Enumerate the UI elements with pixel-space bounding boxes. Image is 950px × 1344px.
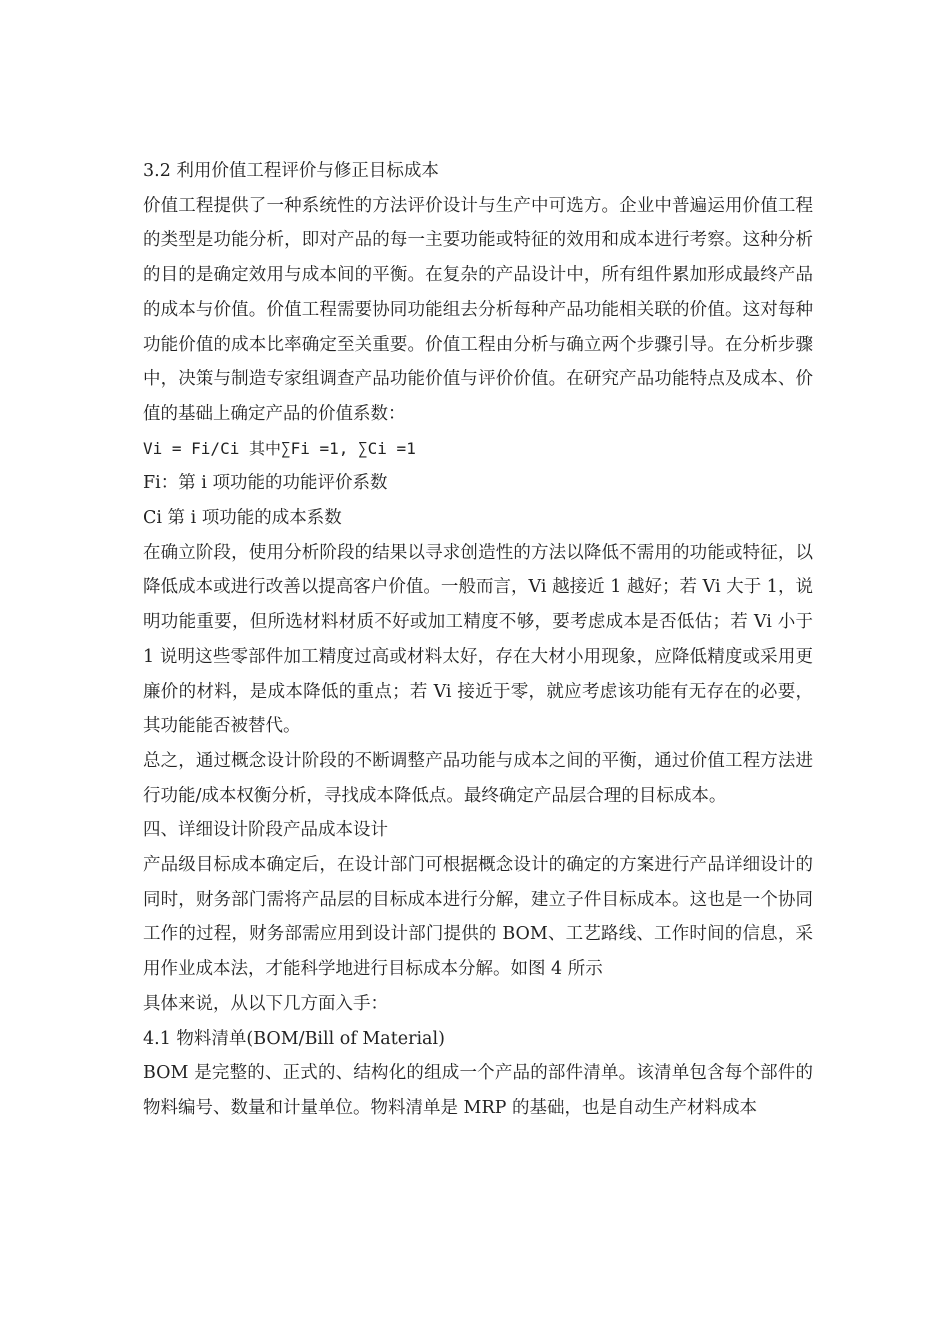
paragraph-establish-phase: 在确立阶段，使用分析阶段的结果以寻求创造性的方法以降低不需用的功能或特征，以降低成本或进行改善以提高客户价值。一般而言，Vi 越接近 1 越好；若 Vi 大于 1，说明功能重要，但所选材料材质不好或加工精度不够，要考虑成本是否低估；若 Vi 小于 1 说明这些零部件加工精度过高或材料太好，存在大材小用现象，应降低精度或采用更廉价的材料，是成本降低的重点；若 Vi 接近于零，就应考虑该功能有无存在的必要，其功能能否被替代。 (143, 542, 813, 737)
definition-fi: Fi：第 i 项功能的功能评价系数 (143, 473, 388, 494)
paragraph-summary: 总之，通过概念设计阶段的不断调整产品功能与成本之间的平衡，通过价值工程方法进行功能/成本权衡分析，寻找成本降低点。最终确定产品层合理的目标成本。 (143, 750, 813, 806)
paragraph-bom-definition: BOM 是完整的、正式的、结构化的组成一个产品的部件清单。该清单包含每个部件的物料编号、数量和计量单位。物料清单是 MRP 的基础，也是自动生产材料成本 (143, 1063, 813, 1118)
section-heading-3-2: 3.2 利用价值工程评价与修正目标成本 (143, 161, 439, 181)
document-body (143, 154, 813, 1126)
paragraph-specifics-intro: 具体来说，从以下几方面入手： (143, 993, 388, 1014)
definition-ci: Ci 第 i 项功能的成本系数 (143, 508, 342, 529)
paragraph-value-engineering-intro: 价值工程提供了一种系统性的方法评价设计与生产中可选方。企业中普遍运用价值工程的类型是功能分析，即对产品的每一主要功能或特征的效用和成本进行考察。这种分析的目的是确定效用与成本间的平衡。在复杂的产品设计中，所有组件累加形成最终产品的成本与价值。价值工程需要协同功能组去分析每种产品功能相关联的价值。这对每种功能价值的成本比率确定至关重要。价值工程由分析与确立两个步骤引导。在分析步骤中，决策与制造专家组调查产品功能价值与评价价值。在研究产品功能特点及成本、价值的基础上确定产品的价值系数： (143, 195, 813, 424)
section-heading-4: 四、详细设计阶段产品成本设计 (143, 820, 388, 841)
section-heading-4-1: 4.1 物料清单(BOM/Bill of Material) (143, 1028, 445, 1049)
formula-value-coefficient: Vi = Fi/Ci 其中∑Fi =1, ∑Ci =1 (143, 438, 416, 458)
paragraph-target-cost-decomposition: 产品级目标成本确定后，在设计部门可根据概念设计的确定的方案进行产品详细设计的同时，财务部门需将产品层的目标成本进行分解，建立子件目标成本。这也是一个协同工作的过程，财务部需应用到设计部门提供的 BOM、工艺路线、工作时间的信息，采用作业成本法，才能科学地进行目标成本分解。如图 4 所示 (143, 855, 813, 980)
